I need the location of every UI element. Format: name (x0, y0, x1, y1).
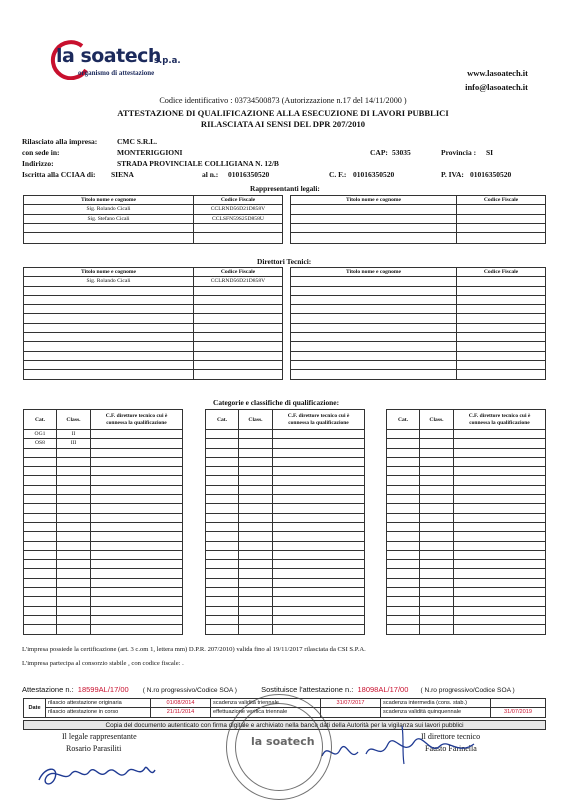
legal-rep-name: Rosario Parasiliti (66, 744, 122, 753)
table-row (387, 448, 546, 457)
substitutes-number: 18098AL/17/00 (357, 685, 409, 694)
table-row (206, 560, 365, 569)
attestation-line (22, 685, 552, 694)
table-row (206, 532, 365, 541)
table-row (206, 588, 365, 597)
table-row (387, 495, 546, 504)
attestation-number: 18599AL/17/00 (77, 685, 129, 694)
categories-table-2 (205, 409, 365, 635)
logo-suffix: s.p.a. (154, 56, 181, 66)
table-row (387, 532, 546, 541)
col-header-cat: Cat. (387, 410, 420, 430)
table-row (24, 457, 183, 466)
legal-reps-title: Rappresentanti legali: (250, 184, 320, 193)
table-row (291, 286, 546, 295)
col-header-name: Titolo nome e cognome (291, 268, 457, 277)
tech-directors-table-left (23, 267, 283, 380)
cciaa-value: SIENA (111, 170, 134, 179)
stamp-logo-text: la soatech (251, 735, 315, 748)
col-header-cat: Cat. (206, 410, 239, 430)
table-row (291, 223, 546, 232)
table-row (387, 513, 546, 522)
table-row: OS8 III (24, 439, 183, 448)
attestation-label: Attestazione n.: (22, 685, 74, 694)
table-row (206, 578, 365, 587)
table-row: rilascio attestazione in corso 21/11/2014 effettuazione verifica triennale scadenza validità quinquennale 31/07/2019 (24, 708, 546, 717)
col-header-name: Titolo nome e cognome (291, 196, 457, 205)
address-value: STRADA PROVINCIALE COLLIGIANA N. 12/B (117, 159, 279, 168)
table-row (206, 569, 365, 578)
table-row (24, 223, 283, 232)
table-row (24, 360, 283, 369)
table-row (206, 625, 365, 634)
legal-reps-table-left (23, 195, 283, 244)
table-row: Sig. Rolando Cicali CCLRND56D21D858V (24, 277, 283, 286)
col-header-cat: Cat. (24, 410, 57, 430)
table-row (206, 485, 365, 494)
table-row (206, 513, 365, 522)
director-signature (318, 722, 481, 768)
official-stamp (226, 694, 332, 800)
table-row (291, 370, 546, 379)
table-row (24, 333, 283, 342)
table-row (24, 351, 283, 360)
table-row (24, 314, 283, 323)
table-row (206, 615, 365, 624)
substitutes-label: Sostituisce l'attestazione n.: (261, 685, 354, 694)
al-value: 01016350520 (228, 170, 270, 179)
director-title: Il direttore tecnico (421, 732, 481, 741)
table-row (387, 439, 546, 448)
col-header-cf-director: C.F. direttore tecnico cui è connessa la qualificazione (454, 410, 546, 430)
table-row (24, 560, 183, 569)
table-row (291, 342, 546, 351)
table-row (387, 457, 546, 466)
table-row (387, 430, 546, 439)
table-row (24, 370, 283, 379)
logo-name: la soatech (56, 45, 161, 67)
table-row (24, 513, 183, 522)
table-row (24, 625, 183, 634)
table-row (24, 286, 283, 295)
table-row (387, 615, 546, 624)
table-row (24, 550, 183, 559)
company-name: CMC S.R.L. (117, 137, 158, 146)
col-header-cf-director: C.F. direttore tecnico cui è connessa la qualificazione (91, 410, 183, 430)
table-row (24, 233, 283, 244)
seat-label: con sede in: (22, 148, 60, 157)
table-row (387, 541, 546, 550)
document-title: ATTESTAZIONE DI QUALIFICAZIONE ALLA ESECUZIONE DI LAVORI PUBBLICI (117, 108, 449, 118)
province-label: Provincia : (441, 148, 477, 157)
table-row (206, 550, 365, 559)
cf-value: 01016350520 (353, 170, 395, 179)
table-row (387, 625, 546, 634)
table-row (387, 476, 546, 485)
table-row (24, 522, 183, 531)
table-row (206, 457, 365, 466)
table-row (24, 305, 283, 314)
table-row (24, 597, 183, 606)
table-row (24, 606, 183, 615)
table-row (387, 588, 546, 597)
website: www.lasoatech.it (467, 68, 528, 78)
col-header-cf: Codice Fiscale (457, 268, 546, 277)
table-row (24, 323, 283, 332)
table-row (387, 504, 546, 513)
table-row (206, 467, 365, 476)
consortium-note: L'impresa partecipa al consorzio stabile , con codice fiscale: . (22, 660, 184, 667)
table-row (387, 467, 546, 476)
table-row (24, 532, 183, 541)
table-row (24, 578, 183, 587)
table-row (24, 295, 283, 304)
cf-label: C. F.: (329, 170, 347, 179)
table-row (24, 588, 183, 597)
categories-title: Categorie e classifiche di qualificazione: (213, 398, 340, 407)
col-header-cf: Codice Fiscale (457, 196, 546, 205)
al-label: al n.: (202, 170, 219, 179)
cciaa-label: Iscritta alla CCIAA di: (22, 170, 96, 179)
table-row (206, 504, 365, 513)
logo-tagline: organismo di attestazione (78, 69, 155, 77)
date-label: Date (24, 699, 46, 718)
table-row (206, 439, 365, 448)
table-row (206, 606, 365, 615)
table-row (206, 522, 365, 531)
tech-directors-table-right (290, 267, 546, 380)
attestation-progress: ( N.ro progressivo/Codice SOA ) (142, 687, 237, 694)
table-row (387, 485, 546, 494)
copy-note: Copia del documento autenticato con firma digitale e archiviato nella banca dati della Autorità per la vigilanza sui lavori pubblici (23, 720, 546, 730)
table-row (24, 476, 183, 485)
legal-rep-title: Il legale rappresentante (62, 732, 137, 741)
table-row (24, 467, 183, 476)
table-row (291, 314, 546, 323)
table-row: Date rilascio attestazione originaria 01/08/2014 scadenza validità triennale 31/07/2017 scadenza intermedia (cons. stab.) (24, 699, 546, 708)
table-row (291, 214, 546, 223)
email: info@lasoatech.it (465, 82, 528, 92)
certification-note: L'impresa possiede la certificazione (art. 3 c.om 1, lettera mm) D.P.R. 207/2010) valida fino al 19/11/2017 rilasciata da CSI S.P.A. (22, 646, 366, 653)
table-row (387, 522, 546, 531)
table-row (387, 560, 546, 569)
province-value: SI (486, 148, 494, 157)
col-header-name: Titolo nome e cognome (24, 196, 194, 205)
categories-table-3 (386, 409, 546, 635)
col-header-class: Class. (420, 410, 454, 430)
table-row (24, 569, 183, 578)
table-row (291, 351, 546, 360)
table-row: OG1 II (24, 430, 183, 439)
table-row: Sig. Rolando Cicali CCLRND56D21D858V (24, 205, 283, 214)
table-row (291, 323, 546, 332)
table-row (291, 333, 546, 342)
table-row (291, 205, 546, 214)
col-header-class: Class. (239, 410, 273, 430)
cap-label: CAP: (370, 148, 388, 157)
table-row (24, 448, 183, 457)
table-row (291, 295, 546, 304)
table-row (206, 541, 365, 550)
table-row (291, 233, 546, 244)
code-line: Codice identificativo : 03734500873 (Autorizzazione n.17 del 14/11/2000 ) (159, 96, 407, 105)
table-row (387, 569, 546, 578)
col-header-cf: Codice Fiscale (194, 196, 283, 205)
legal-reps-table-right (290, 195, 546, 244)
table-row (24, 495, 183, 504)
table-row (24, 342, 283, 351)
table-row (291, 360, 546, 369)
table-row: Sig. Stefano Cicali CCLSFN59S25D858U (24, 214, 283, 223)
director-name: Fausto Farinella (425, 744, 477, 753)
piva-label: P. IVA: (441, 170, 464, 179)
col-header-cf-director: C.F. direttore tecnico cui è connessa la qualificazione (273, 410, 365, 430)
legal-rep-signature (35, 758, 165, 790)
table-row (24, 541, 183, 550)
table-row (387, 578, 546, 587)
address-label: Indirizzo: (22, 159, 54, 168)
table-row (206, 597, 365, 606)
table-row (24, 615, 183, 624)
company-logo (50, 34, 220, 84)
substitutes-progress: ( N.ro progressivo/Codice SOA ) (420, 687, 515, 694)
col-header-class: Class. (57, 410, 91, 430)
issued-label: Rilasciato alla impresa: (22, 137, 98, 146)
table-row (387, 606, 546, 615)
table-row (291, 277, 546, 286)
table-row (206, 448, 365, 457)
table-row (206, 476, 365, 485)
col-header-cf: Codice Fiscale (194, 268, 283, 277)
table-row (387, 597, 546, 606)
table-row (387, 550, 546, 559)
tech-directors-title: Direttori Tecnici: (257, 257, 312, 266)
piva-value: 01016350520 (470, 170, 512, 179)
table-row (24, 485, 183, 494)
col-header-name: Titolo nome e cognome (24, 268, 194, 277)
table-row (206, 495, 365, 504)
table-row (206, 430, 365, 439)
table-row (291, 305, 546, 314)
seat-value: MONTERIGGIONI (117, 148, 183, 157)
categories-table-1 (23, 409, 183, 635)
cap-value: 53035 (392, 148, 411, 157)
table-row (24, 504, 183, 513)
document-subtitle: RILASCIATA AI SENSI DEL DPR 207/2010 (200, 119, 366, 129)
